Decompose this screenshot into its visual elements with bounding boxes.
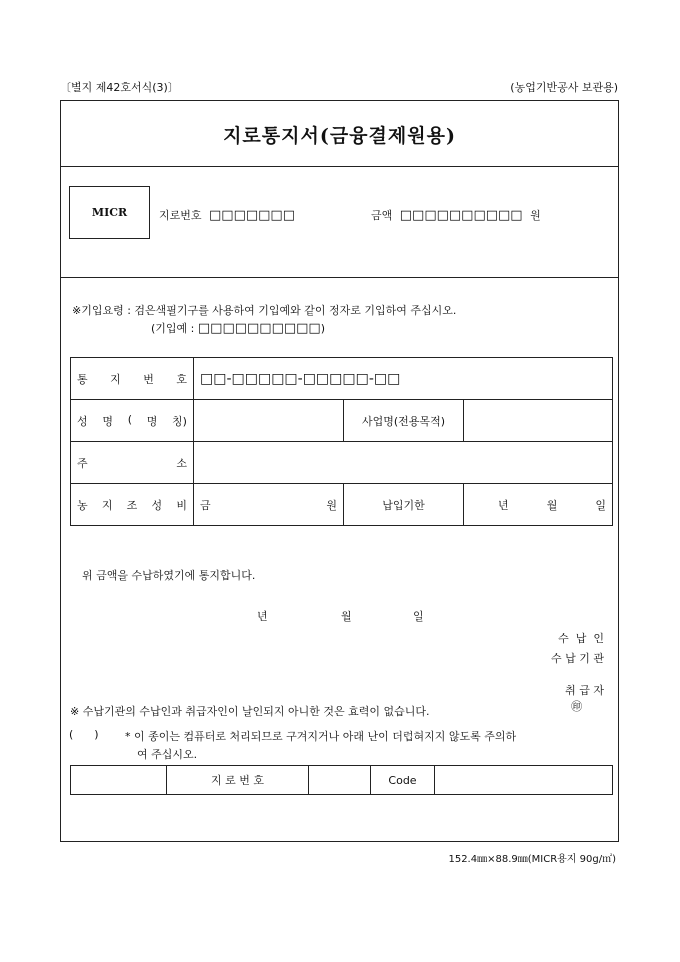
amount-unit: 원 — [530, 209, 541, 222]
name-label — [77, 413, 187, 429]
label-char: 조 — [126, 498, 138, 512]
form-title: 지로통지서(금융결제원용) — [223, 125, 456, 147]
label-char: 성 — [77, 414, 88, 428]
table-row — [71, 766, 613, 795]
fee-label-cell — [71, 484, 194, 526]
due-day: 일 — [595, 498, 607, 512]
project-value[interactable] — [464, 400, 613, 442]
divider — [61, 277, 618, 278]
example-open: (기입예 : — [151, 322, 198, 335]
giro-number-label: 지로번호 — [159, 209, 202, 222]
table-row — [71, 442, 613, 484]
giro-number-boxes[interactable]: □□□□□□□ — [209, 208, 295, 223]
notice-table — [70, 357, 613, 526]
label-char: 지 — [110, 372, 121, 386]
receiver-label: 수 납 인 — [558, 632, 604, 645]
paper-spec: 152.4㎜×88.9㎜(MICR용지 90g/㎡) — [448, 854, 616, 865]
notice-number-label-cell — [71, 358, 194, 400]
fee-label — [77, 497, 187, 513]
address-label — [77, 455, 187, 471]
date-month: 월 — [341, 610, 352, 623]
amount-row — [371, 207, 541, 223]
project-label: 사업명(전용목적) — [344, 400, 464, 442]
label-char: 호 — [176, 372, 187, 386]
name-value[interactable] — [194, 400, 344, 442]
caution-checkbox[interactable]: ( ) — [69, 728, 99, 741]
table-row — [71, 484, 613, 526]
table-row — [71, 400, 613, 442]
instruction-text: ※기입요령 : 검은색필기구를 사용하여 기입예와 같이 정자로 기입하여 주십시오. — [72, 304, 457, 317]
caution-text-line-2: 여 주십시오. — [137, 748, 198, 761]
due-date-value[interactable] — [464, 484, 613, 526]
example-boxes: □□□□□□□□□□ — [197, 321, 321, 336]
label-char: 칭) — [172, 414, 187, 428]
giro-number-cell[interactable] — [309, 766, 371, 795]
name-label-cell — [71, 400, 194, 442]
handler-label: 취 급 자 — [565, 684, 604, 697]
fee-amount-cell[interactable] — [194, 484, 344, 526]
fee-amount-unit: 원 — [326, 498, 337, 512]
label-char: 주 — [77, 456, 88, 470]
table-row — [71, 358, 613, 400]
example-row — [151, 320, 325, 336]
form-number-label: 〔별지 제42호서식(3)〕 — [60, 81, 179, 94]
label-char: 소 — [176, 456, 187, 470]
label-char: ( — [127, 412, 132, 426]
warning-text: ※ 수납기관의 수납인과 취급자인이 날인되지 아니한 것은 효력이 없습니다. — [70, 705, 430, 718]
label-char: 명 — [146, 414, 158, 428]
handler-row — [551, 669, 604, 727]
label-char: 지 — [101, 498, 113, 512]
micr-box — [69, 186, 150, 239]
notice-statement: 위 금액을 수납하였기에 통지합니다. — [82, 569, 256, 582]
notice-number-label — [77, 371, 187, 387]
copy-type-label: (농업기반공사 보관용) — [510, 81, 618, 94]
institution-label: 수 납 기 관 — [551, 652, 604, 665]
label-char: 통 — [77, 372, 88, 386]
label-char: 비 — [176, 498, 187, 512]
code-header: Code — [371, 766, 435, 795]
form-frame — [60, 100, 619, 842]
date-day: 일 — [413, 610, 424, 623]
machine-read-table — [70, 765, 613, 795]
code-cell[interactable] — [435, 766, 613, 795]
label-char: 번 — [143, 372, 154, 386]
giro-number-row — [159, 207, 295, 223]
due-month: 월 — [546, 498, 558, 512]
label-char: 명 — [102, 414, 113, 428]
seal-icon: ㊞ — [571, 700, 583, 713]
notice-number-value[interactable]: □□-□□□□□-□□□□□-□□ — [194, 358, 613, 400]
divider — [61, 166, 618, 167]
amount-boxes[interactable]: □□□□□□□□□□ — [399, 208, 523, 223]
label-char: 농 — [77, 498, 88, 512]
fee-amount-prefix: 금 — [200, 498, 211, 512]
address-label-cell — [71, 442, 194, 484]
label-char: 성 — [151, 498, 163, 512]
address-value[interactable] — [194, 442, 613, 484]
date-year: 년 — [257, 610, 268, 623]
due-year: 년 — [498, 498, 509, 512]
example-close: ) — [320, 322, 325, 335]
caution-text-line-1: * 이 종이는 컴퓨터로 처리되므로 구겨지거나 아래 난이 더럽혀지지 않도록 주의하 — [125, 730, 517, 743]
blank-cell[interactable] — [71, 766, 167, 795]
amount-label: 금액 — [371, 209, 393, 222]
micr-label: MICR — [91, 206, 128, 219]
giro-number-header: 지 로 번 호 — [167, 766, 309, 795]
due-date-label: 납입기한 — [344, 484, 464, 526]
